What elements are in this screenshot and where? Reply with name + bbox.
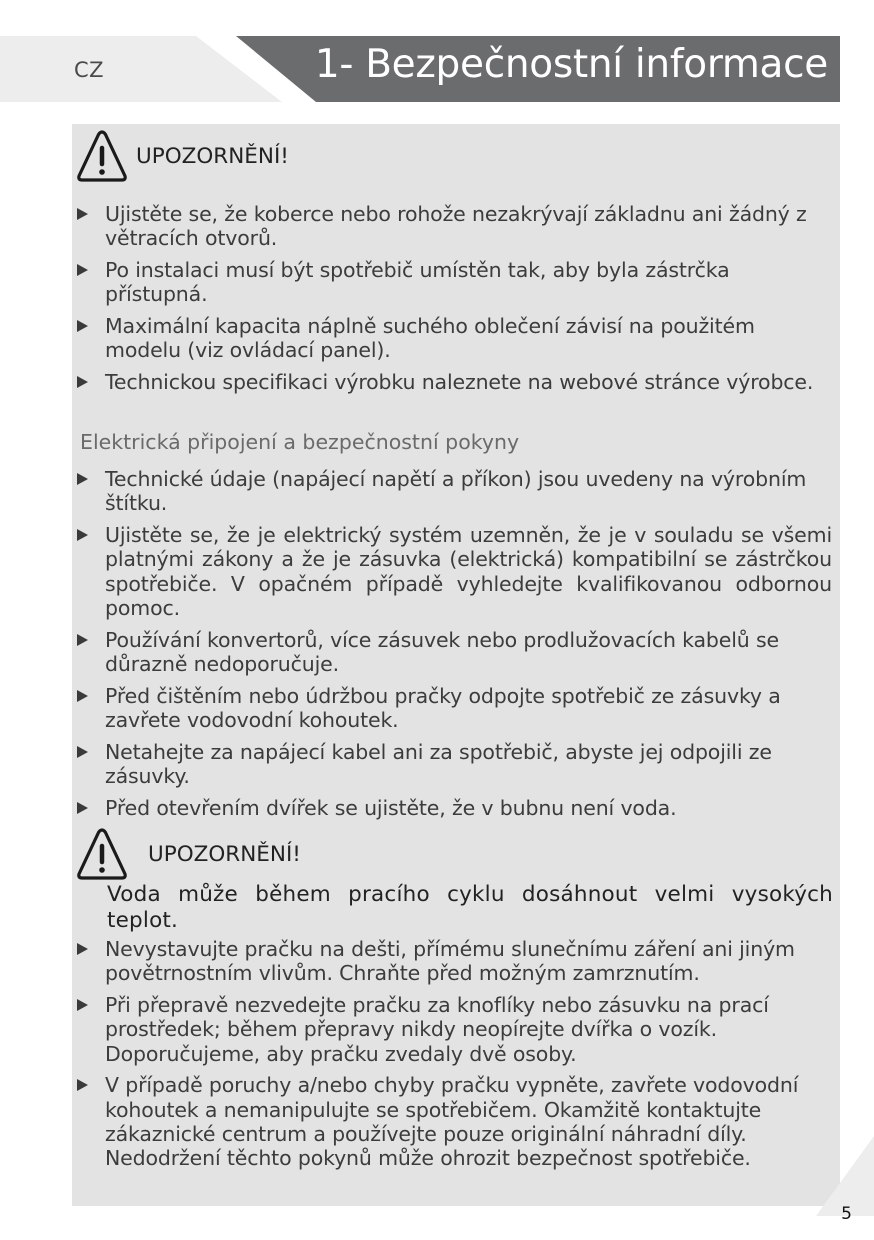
bullet-arrow-icon [77, 376, 88, 388]
list-item: Ujistěte se, že koberce nebo rohože nezakrývají základnu ani žádný z větracích otvorů. [74, 202, 832, 251]
bullet-arrow-icon [77, 634, 88, 646]
section-heading-electrical: Elektrická připojení a bezpečnostní pokyny [80, 430, 520, 454]
warning-label: UPOZORNĚNÍ! [148, 841, 301, 867]
bullet-arrow-icon [77, 943, 88, 955]
list-item: Technickou specifikaci výrobku naleznete na webové stránce výrobce. [74, 370, 832, 394]
warning-2-list [74, 937, 832, 1178]
list-item: Používání konvertorů, více zásuvek nebo prodlužovacích kabelů se důrazně nedoporučuje. [74, 628, 832, 677]
list-item: Před čištěním nebo údržbou pračky odpojte spotřebič ze zásuvky a zavřete vodovodní kohoutek. [74, 684, 832, 733]
electrical-list [74, 467, 832, 828]
list-item: Maximální kapacita náplně suchého oblečení závisí na použitém modelu (viz ovládací panel). [74, 314, 832, 363]
bullet-arrow-icon [77, 208, 88, 220]
bullet-arrow-icon [77, 264, 88, 276]
bullet-arrow-icon [77, 473, 88, 485]
list-item: V případě poruchy a/nebo chyby pračku vypněte, zavřete vodovodní kohoutek a nemanipulujte se spotřebičem. Okamžitě kontaktujte zákaznické centrum a používejte pouze originální náhradní díly. Nedodržení těchto pokynů může ohrozit bezpečnost spotřebiče. [74, 1073, 832, 1170]
list-item: Ujistěte se, že je elektrický systém uzemněn, že je v souladu se všemi platnými zákony a že je zásuvka (elektrická) kompatibilní se zástrčkou spotřebiče. V opačném případě vyhledejte kvalifikovanou odbornou pomoc. [74, 523, 832, 620]
language-label: CZ [74, 58, 105, 82]
warning-triangle-icon [76, 128, 128, 184]
bullet-arrow-icon [77, 529, 88, 541]
warning-label: UPOZORNĚNÍ! [136, 143, 289, 169]
bullet-arrow-icon [77, 320, 88, 332]
warning-triangle-icon [76, 826, 128, 882]
bullet-arrow-icon [77, 690, 88, 702]
bullet-arrow-icon [77, 1079, 88, 1091]
header-language-tab [0, 36, 282, 102]
list-item: Technické údaje (napájecí napětí a příkon) jsou uvedeny na výrobním štítku. [74, 467, 832, 516]
list-item: Nevystavujte pračku na dešti, přímému slunečnímu záření ani jiným povětrnostním vlivům. Chraňte před možným zamrznutím. [74, 937, 832, 986]
page-number: 5 [841, 1204, 852, 1224]
page-title: 1- Bezpečnostní informace [314, 42, 828, 87]
bullet-arrow-icon [77, 802, 88, 814]
list-item: Při přepravě nezvedejte pračku za knoflíky nebo zásuvku na prací prostředek; během přepravy nikdy neopírejte dvířka o vozík. Doporučujeme, aby pračku zvedaly dvě osoby. [74, 993, 832, 1066]
warning-heading-1 [76, 128, 289, 184]
list-item: Před otevřením dvířek se ujistěte, že v bubnu není voda. [74, 796, 832, 820]
warning-heading-2 [76, 826, 301, 882]
warning-1-list [74, 202, 832, 402]
list-item: Netahejte za napájecí kabel ani za spotřebič, abyste jej odpojili ze zásuvky. [74, 740, 832, 789]
bullet-arrow-icon [77, 746, 88, 758]
list-item: Po instalaci musí být spotřebič umístěn tak, aby byla zástrčka přístupná. [74, 258, 832, 307]
bullet-arrow-icon [77, 999, 88, 1011]
hot-water-note: Voda může během pracího cyklu dosáhnout velmi vysokých teplot. [107, 882, 833, 933]
